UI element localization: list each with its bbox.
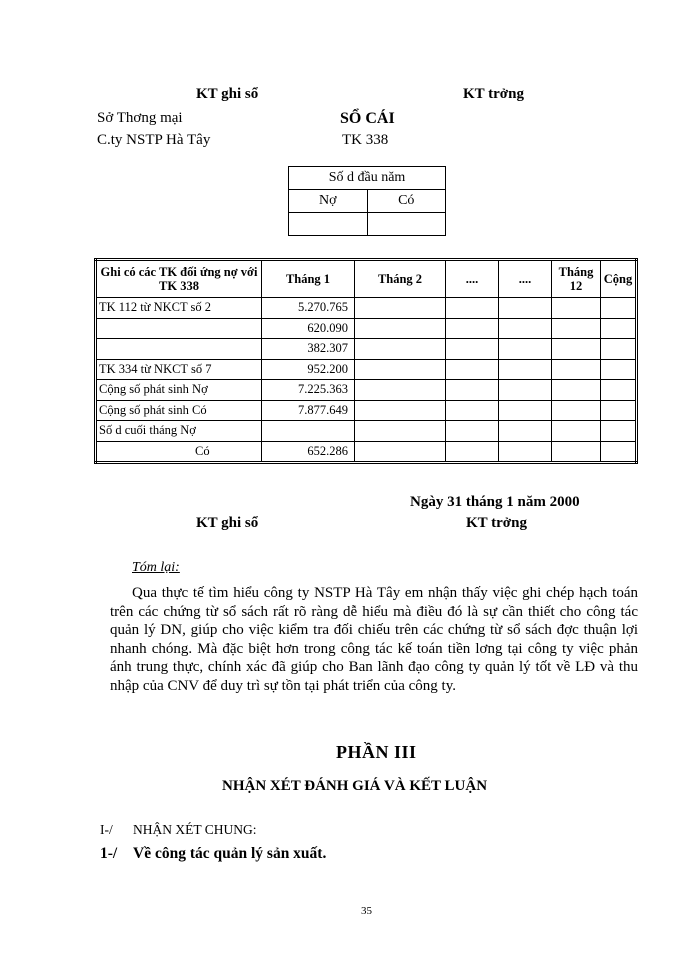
bottom-sign-left: KT ghi sổ <box>196 515 259 531</box>
col-header-month12: Tháng 12 <box>552 260 601 298</box>
section-number: I-/ <box>100 822 113 837</box>
date-line: Ngày 31 tháng 1 năm 2000 <box>410 494 580 510</box>
opening-balance-table <box>288 166 446 236</box>
row-month1: 952.200 <box>262 359 355 380</box>
row-month1: 620.090 <box>262 318 355 339</box>
part-title: PHẦN III <box>336 742 417 762</box>
table-row <box>96 359 637 380</box>
part-subtitle: NHẬN XÉT ĐÁNH GIÁ VÀ KẾT LUẬN <box>222 778 488 794</box>
ledger-table <box>94 258 638 464</box>
table-row <box>96 318 637 339</box>
org-line-1: Sở Thơng mại <box>97 110 183 126</box>
row-label <box>96 339 262 360</box>
org-line-2: C.ty NSTP Hà Tây <box>97 132 211 148</box>
summary-heading: Tóm lại: <box>132 560 180 575</box>
row-label: Cộng số phát sinh Nợ <box>96 380 262 401</box>
top-sign-right: KT trởng <box>463 86 524 102</box>
row-month1: 7.225.363 <box>262 380 355 401</box>
opening-debit-value <box>289 213 368 236</box>
table-row <box>96 400 637 421</box>
top-sign-left: KT ghi sổ <box>196 86 259 102</box>
col-header-ellipsis-1: .... <box>446 260 499 298</box>
table-row <box>96 339 637 360</box>
opening-credit-value <box>367 213 446 236</box>
ledger-title: SỔ CÁI <box>340 110 395 127</box>
row-month1 <box>262 421 355 442</box>
opening-credit-header: Có <box>367 190 446 213</box>
col-header-total: Cộng <box>601 260 637 298</box>
bottom-sign-right: KT trởng <box>466 515 527 531</box>
row-label: TK 334 từ NKCT số 7 <box>96 359 262 380</box>
summary-paragraph: Qua thực tế tìm hiểu công ty NSTP Hà Tây em nhận thấy việc ghi chép hạch toán trên các chứng từ sổ sách rất rõ ràng dễ hiểu mà điều đó là sự cần thiết cho công tác quản lý DN, giúp cho việc kiểm tra đối chiếu trên các chứng từ sổ sách đợc thuận lợi nhanh chóng. Mà đặc biệt hơn trong công tác kế toán tiền lơng tại công ty việc phản ánh trung thực, chính xác đã giúp cho Ban lãnh đạo công ty quản lý tốt về LĐ và thu nhập của CNV để duy trì sự tồn tại phát triển của công ty. <box>110 585 638 694</box>
row-label: TK 112 từ NKCT số 2 <box>96 298 262 319</box>
row-month1: 382.307 <box>262 339 355 360</box>
row-month1: 7.877.649 <box>262 400 355 421</box>
opening-balance-title: Số d đầu năm <box>289 167 446 190</box>
row-label: Có <box>96 441 262 463</box>
col-header-accounts: Ghi có các TK đối ứng nợ với TK 338 <box>96 260 262 298</box>
opening-debit-header: Nợ <box>289 190 368 213</box>
subsection-number: 1-/ <box>100 845 118 862</box>
page-number: 35 <box>361 905 372 917</box>
table-row <box>96 421 637 442</box>
table-row <box>96 298 637 319</box>
subsection-title: Về công tác quản lý sản xuất. <box>133 845 327 862</box>
ledger-account: TK 338 <box>342 132 389 148</box>
row-label <box>96 318 262 339</box>
row-month1: 5.270.765 <box>262 298 355 319</box>
table-row <box>96 380 637 401</box>
row-label: Cộng số phát sinh Có <box>96 400 262 421</box>
col-header-ellipsis-2: .... <box>499 260 552 298</box>
section-title: NHẬN XÉT CHUNG: <box>133 822 257 837</box>
row-label: Số d cuối tháng Nợ <box>96 421 262 442</box>
col-header-month1: Tháng 1 <box>262 260 355 298</box>
row-month1: 652.286 <box>262 441 355 463</box>
col-header-month2: Tháng 2 <box>355 260 446 298</box>
table-row <box>96 441 637 463</box>
